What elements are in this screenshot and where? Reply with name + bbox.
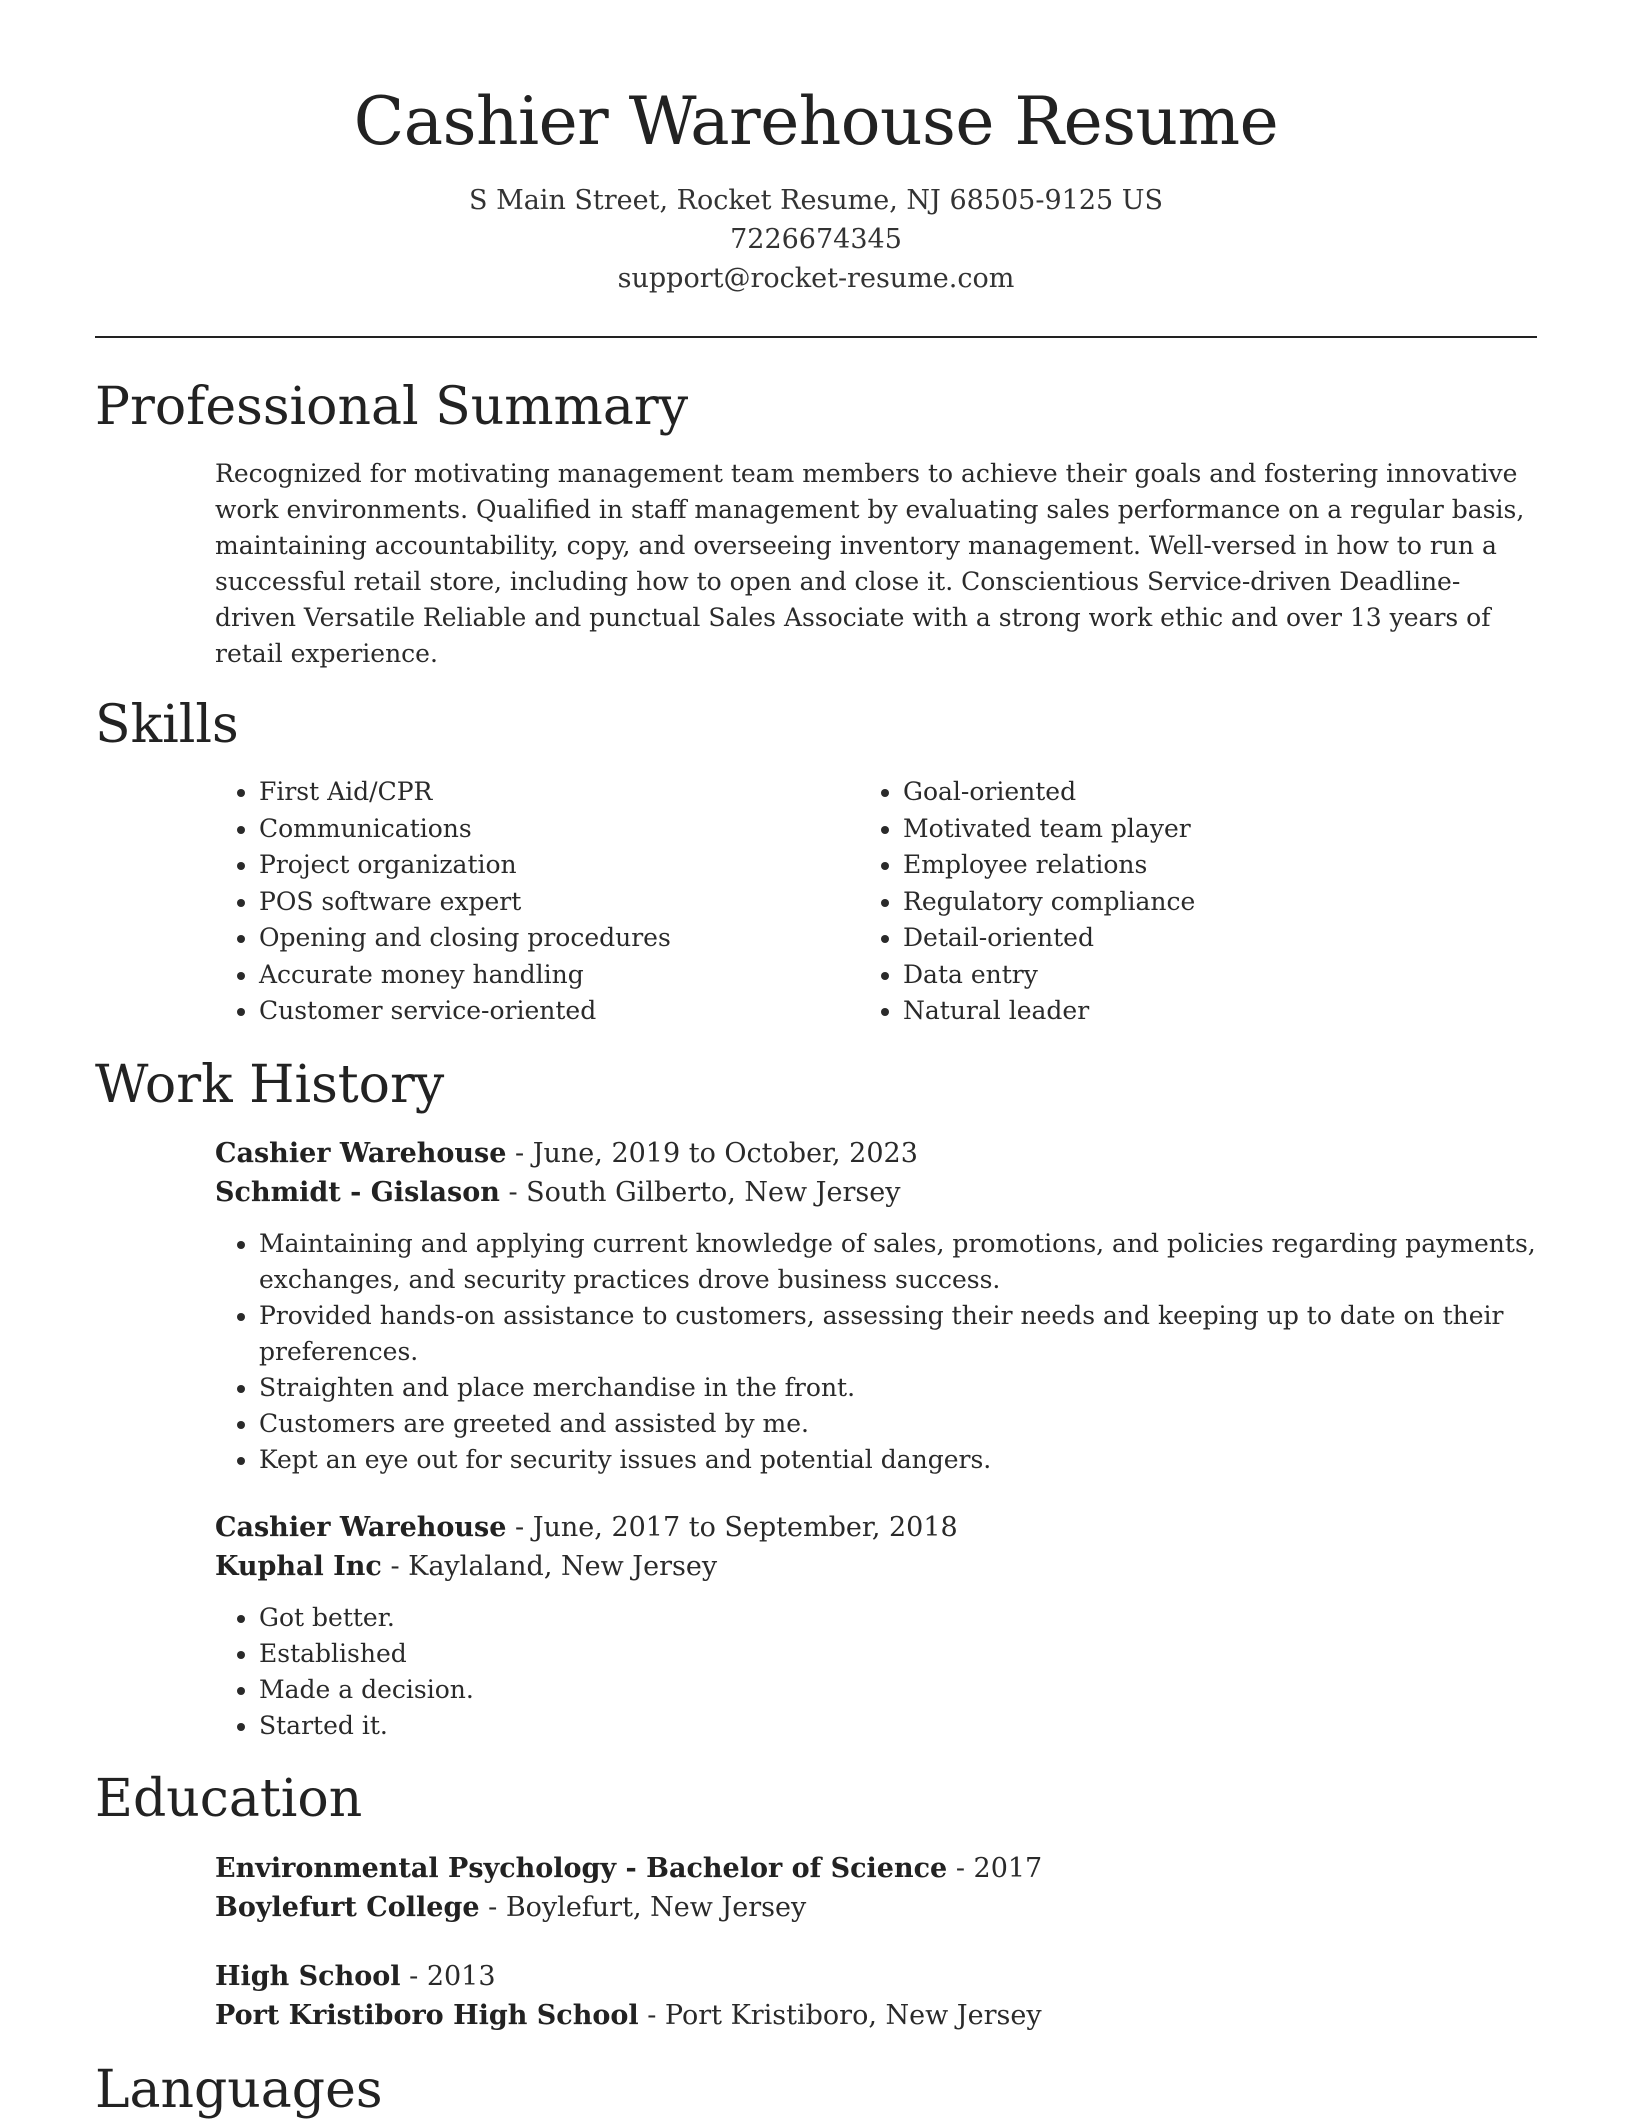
job-company: Kuphal Inc	[215, 1551, 382, 1583]
job-bullet: • Made a decision.	[259, 1672, 1537, 1708]
education-school: Port Kristiboro High School	[215, 1999, 639, 2031]
job-bullets	[215, 1600, 1537, 1744]
contact-address: S Main Street, Rocket Resume, NJ 68505-9125 US	[468, 184, 1164, 216]
skills-heading: Skills	[95, 694, 239, 755]
job-location: - Kaylaland, New Jersey	[381, 1551, 718, 1583]
skill-item: • Accurate money handling	[259, 957, 859, 994]
resume-title: Cashier Warehouse Resume	[353, 83, 1279, 160]
education-school-line	[215, 1996, 1537, 2035]
education-section	[95, 1768, 1537, 2034]
work-history-heading: Work History	[95, 1054, 445, 1115]
education-degree: High School	[215, 1960, 401, 1992]
education-degree: Environmental Psychology - Bachelor of Science	[215, 1852, 948, 1884]
summary-heading: Professional Summary	[95, 376, 689, 437]
job-bullets	[215, 1226, 1537, 1478]
skill-item: • Opening and closing procedures	[259, 920, 859, 957]
job-bullet: • Started it.	[259, 1708, 1537, 1744]
skills-list-left	[215, 774, 859, 1030]
skills-list-right	[859, 774, 1195, 1030]
summary-section	[95, 376, 1537, 672]
education-heading: Education	[95, 1769, 363, 1830]
job-company: Schmidt - Gislason	[215, 1177, 500, 1209]
education-degree-line	[215, 1849, 1537, 1888]
skills-section	[95, 694, 1537, 1030]
job-dates: - June, 2017 to September, 2018	[506, 1512, 958, 1544]
education-location: - Boylefurt, New Jersey	[479, 1891, 807, 1923]
education-degree-line	[215, 1957, 1537, 1996]
job-bullet: • Maintaining and applying current knowledge of sales, promotions, and policies regarding payments, exchanges, and security practices drove business success.	[259, 1226, 1537, 1298]
education-school-line	[215, 1888, 1537, 1927]
skill-item: • Motivated team player	[903, 811, 1195, 848]
job-position: Cashier Warehouse	[215, 1512, 507, 1544]
skill-item: • Data entry	[903, 957, 1195, 994]
job-dates: - June, 2019 to October, 2023	[506, 1138, 918, 1170]
education-school: Boylefurt College	[215, 1891, 480, 1923]
skill-item: • Project organization	[259, 847, 859, 884]
skill-item: • Employee relations	[903, 847, 1195, 884]
skill-item: • Goal-oriented	[903, 774, 1195, 811]
skill-item: • Communications	[259, 811, 859, 848]
job-bullet: • Customers are greeted and assisted by me.	[259, 1406, 1537, 1442]
job-bullet: • Provided hands-on assistance to customers, assessing their needs and keeping up to date on their preferences.	[259, 1298, 1537, 1370]
education-entry	[215, 1849, 1537, 1927]
job-entry	[215, 1508, 1537, 1744]
education-year: - 2013	[400, 1960, 496, 1992]
skill-item: • Customer service-oriented	[259, 993, 859, 1030]
job-title-line	[215, 1508, 1537, 1547]
skill-item: • Regulatory compliance	[903, 884, 1195, 921]
skill-item: • Natural leader	[903, 993, 1195, 1030]
skills-columns	[215, 774, 1537, 1030]
job-position: Cashier Warehouse	[215, 1138, 507, 1170]
job-title-line	[215, 1134, 1537, 1173]
contact-block	[0, 181, 1632, 298]
education-entry	[215, 1957, 1537, 2035]
work-history-section	[95, 1054, 1537, 1744]
job-bullet: • Established	[259, 1636, 1537, 1672]
skill-item: • Detail-oriented	[903, 920, 1195, 957]
education-year: - 2017	[947, 1852, 1043, 1884]
education-location: - Port Kristiboro, New Jersey	[638, 1999, 1042, 2031]
contact-email: support@rocket-resume.com	[617, 262, 1015, 294]
languages-heading: Languages	[95, 2059, 383, 2120]
header-divider	[95, 336, 1537, 338]
summary-text: Recognized for motivating management team members to achieve their goals and fostering innovative work environments. Qualified in staff management by evaluating sales performance on a regular basis, maintaining accountability, copy, and overseeing inventory management. Well-versed in how to run a successful retail store, including how to open and close it. Conscientious Service-driven Deadline-driven Versatile Reliable and punctual Sales Associate with a strong work ethic and over 13 years of retail experience.	[215, 458, 1525, 668]
job-company-line	[215, 1547, 1537, 1586]
skill-item: • First Aid/CPR	[259, 774, 859, 811]
job-company-line	[215, 1173, 1537, 1212]
job-bullet: • Straighten and place merchandise in the front.	[259, 1370, 1537, 1406]
job-location: - South Gilberto, New Jersey	[499, 1177, 901, 1209]
resume-header	[0, 0, 1632, 298]
skill-item: • POS software expert	[259, 884, 859, 921]
job-bullet: • Got better.	[259, 1600, 1537, 1636]
job-bullet: • Kept an eye out for security issues and potential dangers.	[259, 1442, 1537, 1478]
contact-phone: 7226674345	[730, 223, 902, 255]
job-entry	[215, 1134, 1537, 1478]
